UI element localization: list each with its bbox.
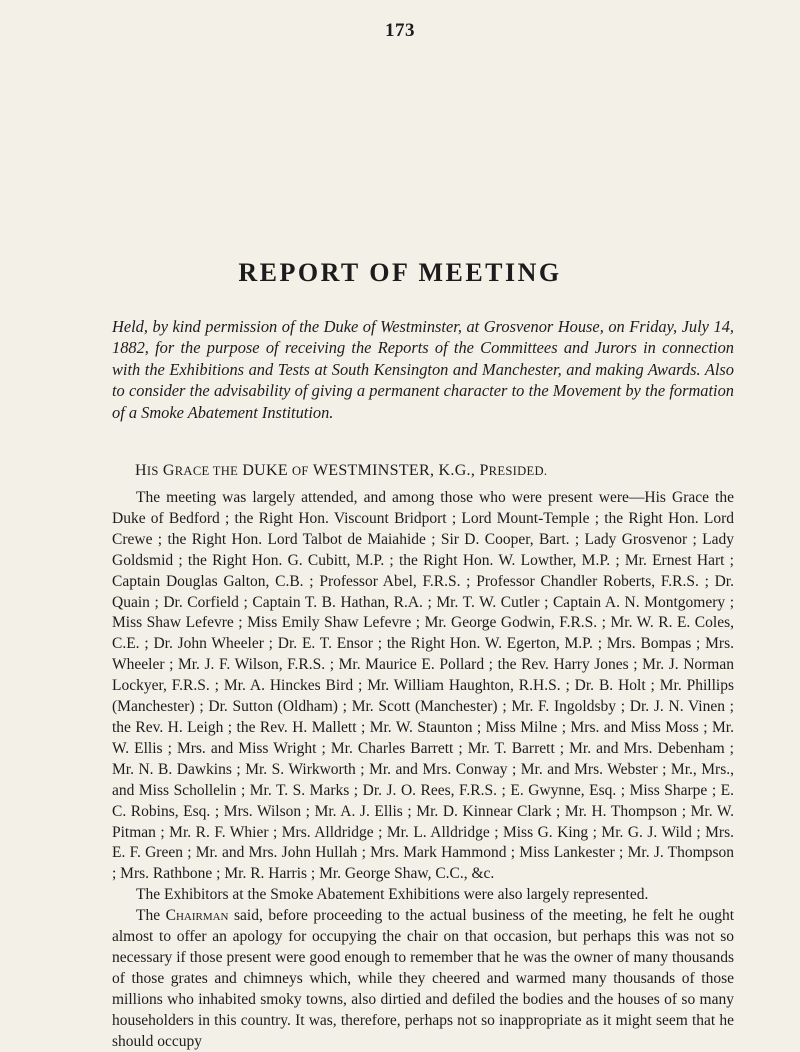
presided-his-rest: IS [146, 464, 159, 478]
chairman-label: Chairman [165, 907, 229, 925]
chairman-text: said, before proceeding to the actual business of the meeting, he felt he ought almost to offer an apology for occupying the chair on that occasion, but perhaps this was not so necessary if those present were good enough to remember that he was the owner of many thousands of those grates and chimneys which, while they cheered and warmed many thousands of those millions who inhabited smoky towns, also dirtied and defiled the bodies and the houses of so many householders in this country. It was, therefore, perhaps not so inappropriate as it might seem that he should occupy [112, 907, 735, 1050]
page-number: 173 [385, 20, 415, 41]
chairman-paragraph [112, 906, 734, 1052]
exhibitors-paragraph: The Exhibitors at the Smoke Abatement Exhibitions were also largely represented. [136, 886, 649, 904]
presided-westminster: WESTMINSTER, K.G., P [312, 462, 489, 479]
presided-of: OF [291, 464, 309, 478]
presided-duke: DUKE [242, 462, 288, 479]
chairman-lead: The [136, 907, 161, 925]
presided-grace-rest: RACE THE [174, 464, 239, 478]
page-title: REPORT OF MEETING [238, 258, 562, 287]
meeting-preamble: Held, by kind permission of the Duke of Westminster, at Grosvenor House, on Friday, July 14, 1882, for the purpose of receiving the Reports of the Committees and Jurors in connection with the Exhibitions and Tests at South Kensington and Manchester, and making Awards. Also to consider the advisability of giving a permanent character to the Movement by the formation of a Smoke Abatement Institution. [112, 317, 734, 422]
attendees-paragraph: The meeting was largely attended, and among those who were present were—His Grace the Duke of Bedford ; the Right Hon. Viscount Bridport ; Lord Mount-Temple ; the Right Hon. Lord Crewe ; the Right Hon. Lord Talbot de Maiahide ; Sir D. Cooper, Bart. ; Lady Grosvenor ; Lady Goldsmid ; the Right Hon. G. Cubitt, M.P. ; the Right Hon. W. Lowther, M.P. ; Mr. Ernest Hart ; Captain Douglas Galton, C.B. ; Professor Abel, F.R.S. ; Professor Chandler Roberts, F.R.S. ; Dr. Quain ; Dr. Corfield ; Captain T. B. Hathan, R.A. ; Mr. T. W. Cutler ; Captain A. N. Montgomery ; Miss Shaw Lefevre ; Miss Emily Shaw Lefevre ; Mr. George Godwin, F.R.S. ; Mr. W. R. E. Coles, C.E. ; Dr. John Wheeler ; Dr. E. T. Ensor ; the Right Hon. W. Egerton, M.P. ; Mrs. Bompas ; Mrs. Wheeler ; Mr. J. F. Wilson, F.R.S. ; Mr. Maurice E. Pollard ; the Rev. Harry Jones ; Mr. J. Norman Lockyer, F.R.S. ; Mr. A. Hinckes Bird ; Mr. William Haughton, R.H.S. ; Dr. B. Holt ; Mr. Phillips (Manchester) ; Dr. Sutton (Oldham) ; Mr. Scott (Manchester) ; Mr. F. Ingoldsby ; Dr. J. N. Vinen ; the Rev. H. Leigh ; the Rev. H. Mallett ; Mr. W. Staunton ; Miss Milne ; Mrs. and Miss Moss ; Mr. W. Ellis ; Mrs. and Miss Wright ; Mr. Charles Barrett ; Mr. T. Barrett ; Mr. and Mrs. Debenham ; Mr. N. B. Dawkins ; Mr. S. Wirkworth ; Mr. and Mrs. Conway ; Mr. and Mrs. Webster ; Mr., Mrs., and Miss Schollelin ; Mr. T. S. Marks ; Dr. J. O. Rees, F.R.S. ; E. Gwynne, Esq. ; Miss Sharpe ; E. C. Robins, Esq. ; Mrs. Wilson ; Mr. A. J. Ellis ; Mr. D. Kinnear Clark ; Mr. H. Thompson ; Mr. W. Pitman ; Mr. R. F. Whier ; Mrs. Alldridge ; Mr. L. Alldridge ; Miss G. King ; Mr. G. J. Wild ; Mrs. E. F. Green ; Mr. and Mrs. John Hullah ; Mrs. Mark Hammond ; Miss Lankester ; Mr. J. Thompson ; Mrs. Rathbone ; Mr. R. Harris ; Mr. George Shaw, C.C., &c. [112, 489, 734, 883]
presided-line [135, 462, 755, 480]
presided-his-initial: H [135, 462, 147, 479]
report-body [112, 488, 734, 1052]
presided-grace-initial: G [162, 462, 175, 479]
presided-presided-rest: RESIDED. [488, 464, 548, 478]
